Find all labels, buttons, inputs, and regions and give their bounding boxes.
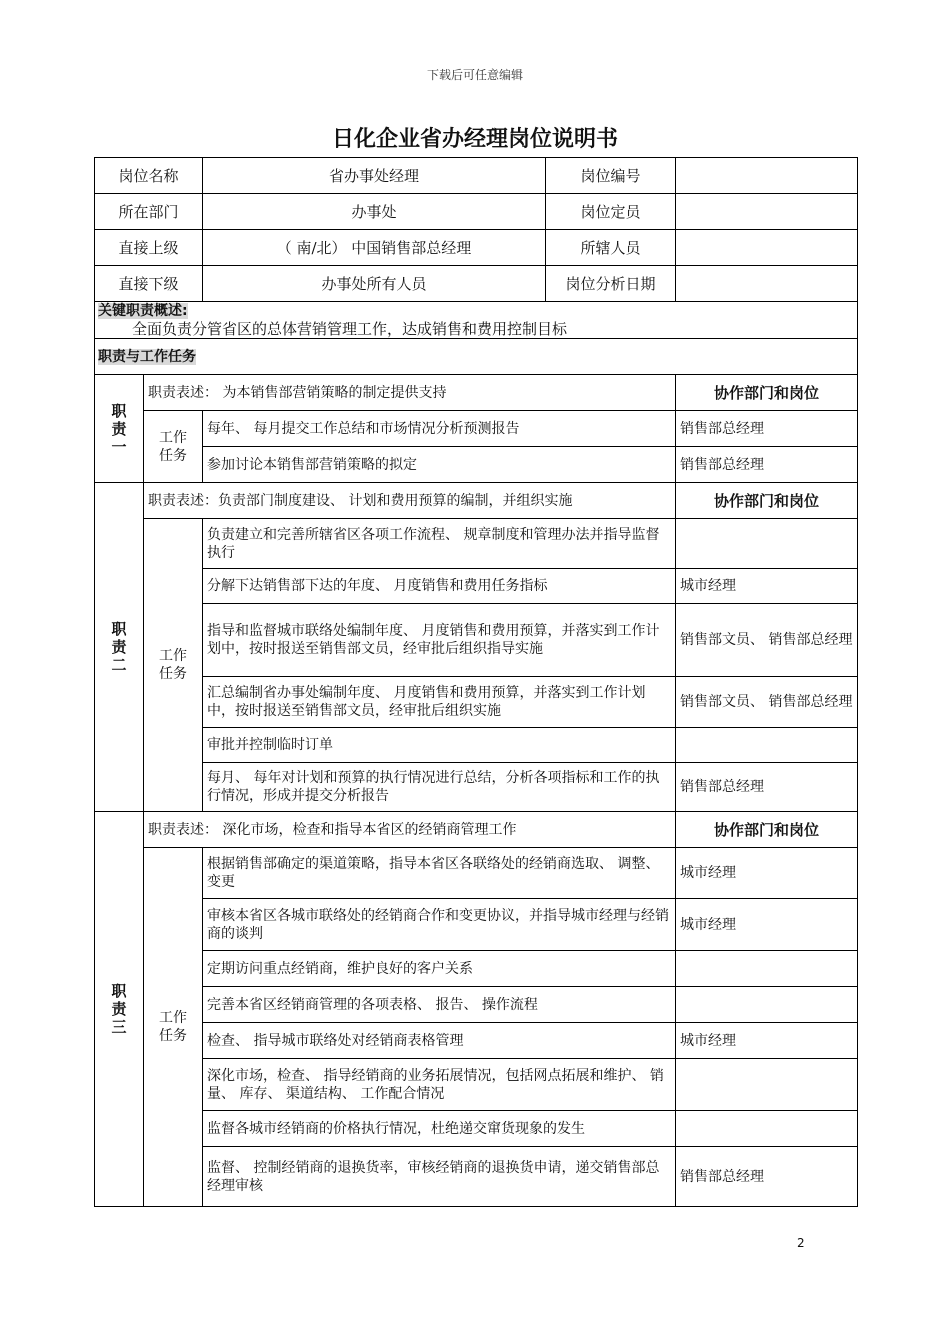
duty-2-description: 职责表述：负责部门制度建设、 计划和费用预算的编制，并组织实施 xyxy=(144,483,676,519)
task-dept: 销售部总经理 xyxy=(676,411,858,447)
job-description-table xyxy=(94,157,858,1207)
analysis-date-label: 岗位分析日期 xyxy=(546,266,676,302)
duty-2-collab-header: 协作部门和岗位 xyxy=(676,483,858,519)
duty-1-description: 职责表述： 为本销售部营销策略的制定提供支持 xyxy=(144,375,676,411)
task-text: 定期访问重点经销商，维护良好的客户关系 xyxy=(203,951,676,987)
table-row xyxy=(95,899,858,951)
task-text: 分解下达销售部下达的年度、 月度销售和费用任务指标 xyxy=(203,569,676,604)
task-dept: 销售部总经理 xyxy=(676,447,858,483)
subordinates-count-value xyxy=(676,230,858,266)
duty-1-collab-header: 协作部门和岗位 xyxy=(676,375,858,411)
analysis-date-value xyxy=(676,266,858,302)
position-name-label: 岗位名称 xyxy=(95,158,203,194)
subordinates-count-label: 所辖人员 xyxy=(546,230,676,266)
table-row xyxy=(95,447,858,483)
task-text: 审批并控制临时订单 xyxy=(203,728,676,763)
task-dept: 城市经理 xyxy=(676,899,858,951)
task-text: 监督、 控制经销商的退换货率，审核经销商的退换货申请，递交销售部总经理审核 xyxy=(203,1147,676,1207)
superior-value: （ 南/北） 中国销售部总经理 xyxy=(203,230,546,266)
table-row xyxy=(95,569,858,604)
task-text: 监督各城市经销商的价格执行情况，杜绝递交窜货现象的发生 xyxy=(203,1111,676,1147)
position-no-label: 岗位编号 xyxy=(546,158,676,194)
table-row xyxy=(95,728,858,763)
table-row xyxy=(95,1147,858,1207)
task-dept: 城市经理 xyxy=(676,569,858,604)
duty-1-work-task-label: 工作 任务 xyxy=(144,411,203,483)
task-text: 审核本省区各城市联络处的经销商合作和变更协议，并指导城市经理与经销商的谈判 xyxy=(203,899,676,951)
task-text: 汇总编制省办事处编制年度、 月度销售和费用预算，并落实到工作计划中，按时报送至销售部文员，经审批后组织实施 xyxy=(203,677,676,728)
task-dept xyxy=(676,519,858,569)
task-dept: 销售部文员、 销售部总经理 xyxy=(676,677,858,728)
headcount-value xyxy=(676,194,858,230)
duty-3-description: 职责表述： 深化市场，检查和指导本省区的经销商管理工作 xyxy=(144,812,676,848)
subordinate-label: 直接下级 xyxy=(95,266,203,302)
task-text: 指导和监督城市联络处编制年度、 月度销售和费用预算，并落实到工作计划中，按时报送至销售部文员，经审批后组织指导实施 xyxy=(203,604,676,677)
task-text: 每年、 每月提交工作总结和市场情况分析预测报告 xyxy=(203,411,676,447)
task-text: 根据销售部确定的渠道策略，指导本省区各联络处的经销商选取、 调整、 变更 xyxy=(203,848,676,899)
position-name-value: 省办事处经理 xyxy=(203,158,546,194)
key-summary-text: 全面负责分管省区的总体营销管理工作，达成销售和费用控制目标 xyxy=(132,320,568,338)
table-row xyxy=(95,1059,858,1111)
department-value: 办事处 xyxy=(203,194,546,230)
table-row xyxy=(95,763,858,812)
table-row xyxy=(95,1023,858,1059)
task-text: 参加讨论本销售部营销策略的拟定 xyxy=(203,447,676,483)
duties-section-label: 职责与工作任务 xyxy=(98,348,196,365)
task-text: 完善本省区经销商管理的各项表格、 报告、 操作流程 xyxy=(203,987,676,1023)
table-row xyxy=(95,677,858,728)
table-row xyxy=(95,604,858,677)
table-row xyxy=(95,951,858,987)
info-row-subordinate xyxy=(95,266,858,302)
duties-label-row xyxy=(95,339,858,375)
position-no-value xyxy=(676,158,858,194)
duty-3-desc-row xyxy=(95,812,858,848)
table-row xyxy=(95,519,858,569)
page-number: 2 xyxy=(797,1236,805,1250)
task-dept: 城市经理 xyxy=(676,1023,858,1059)
header-note: 下载后可任意编辑 xyxy=(426,68,523,82)
duty-3-collab-header: 协作部门和岗位 xyxy=(676,812,858,848)
task-dept xyxy=(676,728,858,763)
task-dept: 城市经理 xyxy=(676,848,858,899)
info-row-position xyxy=(95,158,858,194)
duty-3-work-task-label: 工作 任务 xyxy=(144,848,203,1207)
duty-1-name: 职 责 一 xyxy=(95,375,144,483)
duty-2-desc-row xyxy=(95,483,858,519)
task-dept xyxy=(676,987,858,1023)
task-text: 深化市场，检查、 指导经销商的业务拓展情况，包括网点拓展和维护、 销量、 库存、 渠道结构、 工作配合情况 xyxy=(203,1059,676,1111)
task-text: 每月、 每年对计划和预算的执行情况进行总结，分析各项指标和工作的执行情况，形成并提交分析报告 xyxy=(203,763,676,812)
task-dept: 销售部文员、 销售部总经理 xyxy=(676,604,858,677)
table-row xyxy=(95,411,858,447)
duty-3-name: 职 责 三 xyxy=(95,812,144,1207)
task-dept: 销售部总经理 xyxy=(676,1147,858,1207)
subordinate-value: 办事处所有人员 xyxy=(203,266,546,302)
duty-1-desc-row xyxy=(95,375,858,411)
headcount-label: 岗位定员 xyxy=(546,194,676,230)
table-row xyxy=(95,987,858,1023)
duty-2-name: 职 责 二 xyxy=(95,483,144,812)
department-label: 所在部门 xyxy=(95,194,203,230)
page-title: 日化企业省办经理岗位说明书 xyxy=(331,127,618,152)
table-row xyxy=(95,1111,858,1147)
table-row xyxy=(95,848,858,899)
key-summary-label: 关键职责概述: xyxy=(98,303,188,319)
info-row-department xyxy=(95,194,858,230)
task-dept xyxy=(676,951,858,987)
task-dept: 销售部总经理 xyxy=(676,763,858,812)
duty-2-work-task-label: 工作 任务 xyxy=(144,519,203,812)
task-text: 检查、 指导城市联络处对经销商表格管理 xyxy=(203,1023,676,1059)
superior-label: 直接上级 xyxy=(95,230,203,266)
task-dept xyxy=(676,1111,858,1147)
info-row-superior xyxy=(95,230,858,266)
task-dept xyxy=(676,1059,858,1111)
key-summary-row xyxy=(95,302,858,339)
task-text: 负责建立和完善所辖省区各项工作流程、 规章制度和管理办法并指导监督执行 xyxy=(203,519,676,569)
